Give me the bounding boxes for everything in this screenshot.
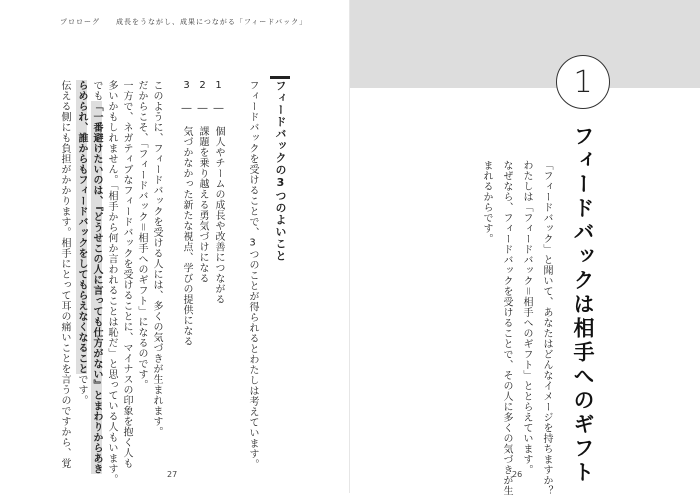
- running-head: [60, 17, 307, 27]
- body-line: だからこそ、「フィードバック＝相手へのギフト」になるのです。: [136, 80, 147, 390]
- running-head-label: プロローグ: [60, 18, 100, 26]
- body-line: わたしは「フィードバック＝相手へのギフト」ととらえています。: [521, 160, 532, 475]
- left-page: [0, 0, 350, 493]
- chapter-title: フィードバックは相手へのギフト: [571, 125, 595, 485]
- body-fragment: です。: [76, 374, 87, 406]
- body-line: なぜなら、フィードバックを受けることで、その人に多くの気づきが生: [501, 160, 512, 496]
- highlighted-text: 「一番避けたいのは、『どうせこの人に言っても仕方がない』とまわりからあき: [91, 101, 102, 474]
- body-fragment: でも: [91, 80, 102, 101]
- page-number: 26: [512, 470, 523, 479]
- body-line: このように、フィードバックを受ける人には、多くの気づきが生まれます。: [151, 80, 162, 437]
- list-item-3: 3 ― 気づかなかった新たな視点、学びの提供になる: [181, 80, 192, 347]
- body-line-emphasis: [90, 80, 103, 474]
- list-item-1: 1 ― 個人やチームの成長や改善につながる: [213, 80, 224, 305]
- section-heading: フィードバックの3つのよいこと: [274, 80, 287, 262]
- body-line: 伝える側にも負担がかかります。相手にとって耳の痛いことを言うのですから、覚: [59, 80, 70, 469]
- page-number: 27: [167, 470, 178, 479]
- body-line: 一方で、ネガティブなフィードバックを受けることに、マイナスの印象を抱く人も: [121, 80, 132, 469]
- chapter-header-band: [350, 0, 700, 88]
- body-line: まれるからです。: [481, 160, 492, 244]
- chapter-number-badge: 1: [556, 55, 610, 109]
- body-line: 多いかもしれません。「相手から何か言われることは恥だ」と思っている人もいます。: [106, 80, 117, 485]
- body-line-emphasis: [75, 80, 88, 450]
- body-line: 「フィードバック」と聞いて、あなたはどんなイメージを持ちますか？: [541, 160, 552, 496]
- list-item-2: 2 ― 課題を乗り越える勇気づけになる: [197, 80, 208, 284]
- body-line: フィードバックを受けることで、3つのことが得られるとわたしは考えています。: [247, 80, 258, 470]
- heading-rule: [270, 76, 290, 79]
- highlighted-text: らめられ、誰からもフィードバックをしてもらえなくなること: [76, 80, 87, 374]
- running-head-title: 成長をうながし、成果につながる「フィードバック」: [116, 18, 308, 26]
